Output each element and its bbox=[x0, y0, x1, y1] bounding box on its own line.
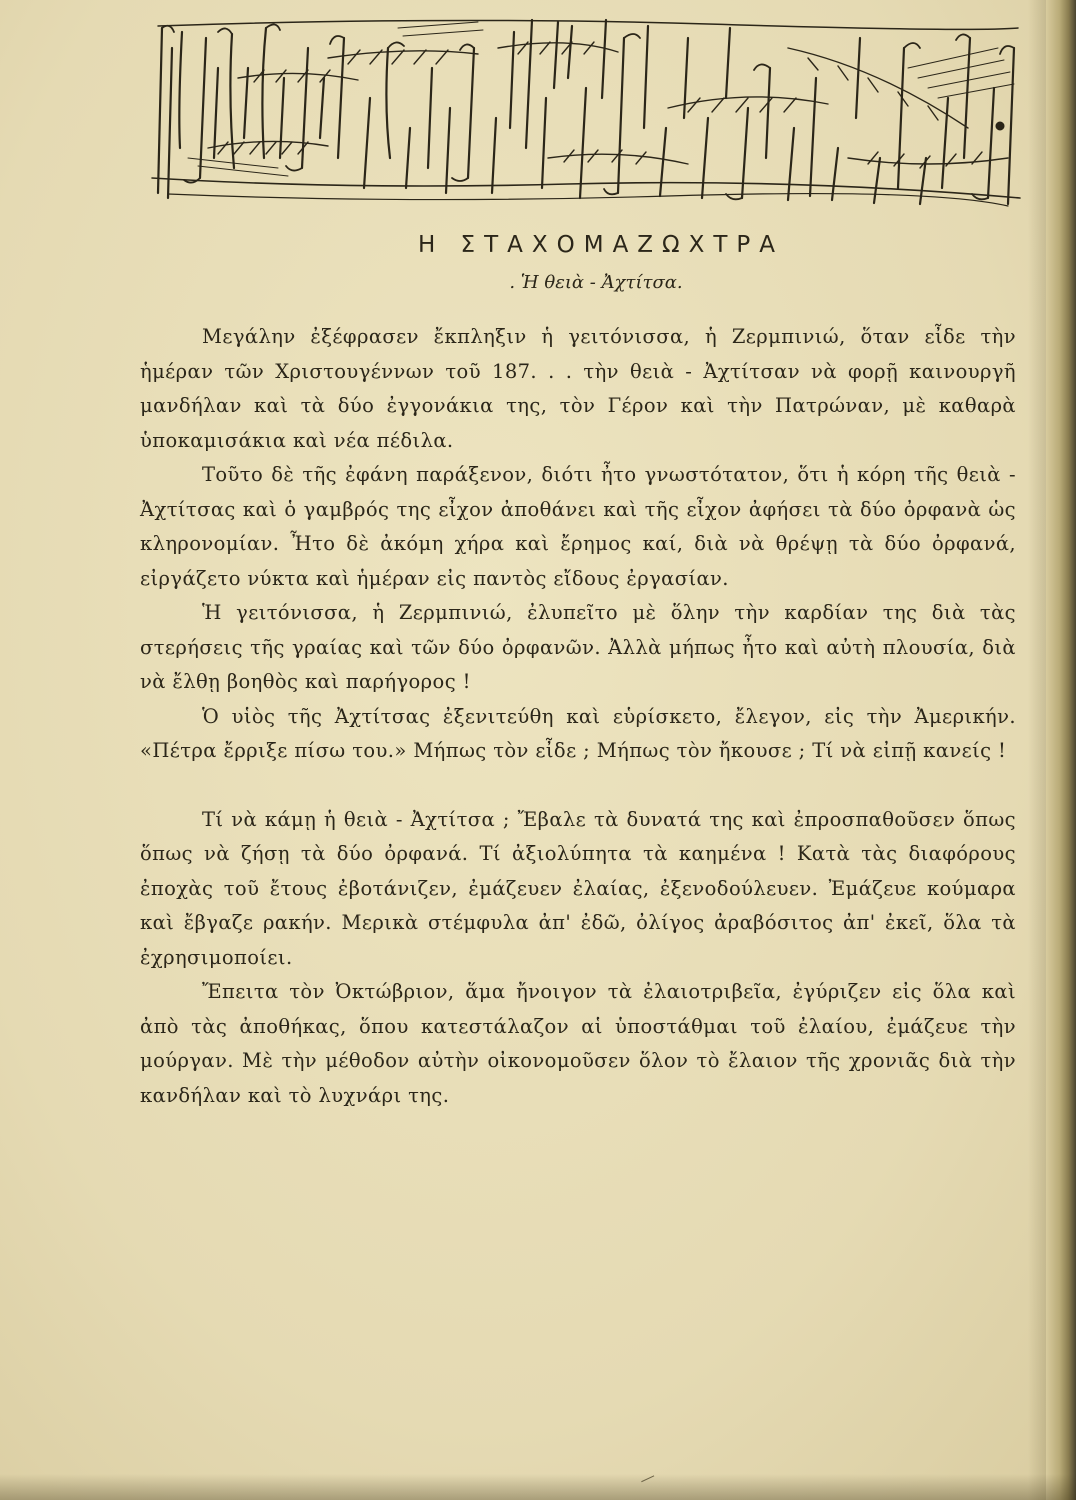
wheat-field-illustration bbox=[148, 8, 1024, 213]
paragraph: Ἡ γειτόνισσα, ἡ Ζερμπινιώ, ἐλυπεῖτο μὲ ὅλην τὴν καρδίαν της διὰ τὰς στερήσεις τῆς γραίας καὶ τῶν δύο ὀρφανῶν. Ἀλλὰ μήπως ἦτο καὶ αὐτὴ πλουσία, διὰ νὰ ἔλθῃ βοηθὸς καὶ παρήγορος ! bbox=[140, 601, 1016, 693]
paragraph: Τί νὰ κάμῃ ἡ θειὰ - Ἀχτίτσα ; Ἔβαλε τὰ δυνατά της καὶ ἐπροσπαθοῦσεν ὅπως ὅπως νὰ ζήσῃ τὰ δύο ὀρφανά. Τί ἀξιολύπητα τὰ καημένα ! Κατὰ τὰς διαφόρους ἐποχὰς τοῦ ἔτους ἐβοτάνιζεν, ἐμάζευεν ἐλαίας, ἐξενοδούλευεν. Ἐμάζευε κούμαρα καὶ ἔβγαζε ρακήν. Μερικὰ στέμφυλα ἀπ' ἐδῶ, ὀλίγος ἀραβόσιτος ἀπ' ἐκεῖ, ὅλα τὰ ἐχρησιμοποίει. bbox=[140, 807, 1016, 969]
paragraph: Ἔπειτα τὸν Ὀκτώβριον, ἅμα ἤνοιγον τὰ ἐλαιοτριβεῖα, ἐγύριζεν εἰς ὅλα καὶ ἀπὸ τὰς ἀποθήκας, ὅπου κατεστάλαζον αἱ ὑποστάθμαι τοῦ ἐλαίου, ἐμάζευε τὴν μούργαν. Μὲ τὴν μέθοδον αὐτὴν οἰκονομοῦσεν ὅλον τὸ ἔλαιον τῆς χρονιᾶς διὰ τὴν κανδήλαν καὶ τὸ λυχνάρι της. bbox=[140, 980, 1016, 1107]
chapter-title: Η ΣΤΑΧΟΜΑΖΩΧΤΡΑ bbox=[417, 232, 785, 258]
body-text bbox=[140, 320, 1016, 1113]
book-spine-edge bbox=[1046, 0, 1076, 1500]
chapter-subtitle: . Ἡ θειὰ - Ἀχτίτσα. bbox=[509, 272, 683, 293]
paragraph: Ὁ υἱὸς τῆς Ἀχτίτσας ἐξενιτεύθη καὶ εὑρίσκετο, ἔλεγον, εἰς τὴν Ἀμερικήν. «Πέτρα ἔρριξε πίσω του.» Μήπως τὸν εἶδε ; Μήπως τὸν ἤκουσε ; Τί νὰ εἰπῇ κανείς ! bbox=[140, 704, 1016, 762]
page-gutter-shadow bbox=[1028, 0, 1046, 1500]
page-bottom-edge bbox=[0, 1474, 1076, 1500]
paragraph: Μεγάλην ἐξέφρασεν ἔκπληξιν ἡ γειτόνισσα, ἡ Ζερμπινιώ, ὅταν εἶδε τὴν ἡμέραν τῶν Χριστουγέννων τοῦ 187. . . τὴν θειὰ - Ἀχτίτσαν νὰ φορῇ καινουργῆ μανδήλαν καὶ τὰ δύο ἐγγονάκια της, τὸν Γέρον καὶ τὴν Πατρώναν, μὲ καθαρὰ ὑποκαμισάκια καὶ νέα πέδιλα. bbox=[140, 325, 1016, 452]
paragraph: Τοῦτο δὲ τῆς ἐφάνη παράξενον, διότι ἦτο γνωστότατον, ὅτι ἡ κόρη τῆς θειὰ - Ἀχτίτσας καὶ ὁ γαμβρός της εἶχον ἀποθάνει καὶ τῆς εἶχον ἀφήσει τὰ δύο ὀρφανὰ ὡς κληρονομίαν. Ἦτο δὲ ἀκόμη χήρα καὶ ἔρημος καί, διὰ νὰ θρέψῃ τὰ δύο ὀρφανά, εἰργάζετο νύκτα καὶ ἡμέραν εἰς παντὸς εἴδους ἐργασίαν. bbox=[140, 463, 1016, 590]
